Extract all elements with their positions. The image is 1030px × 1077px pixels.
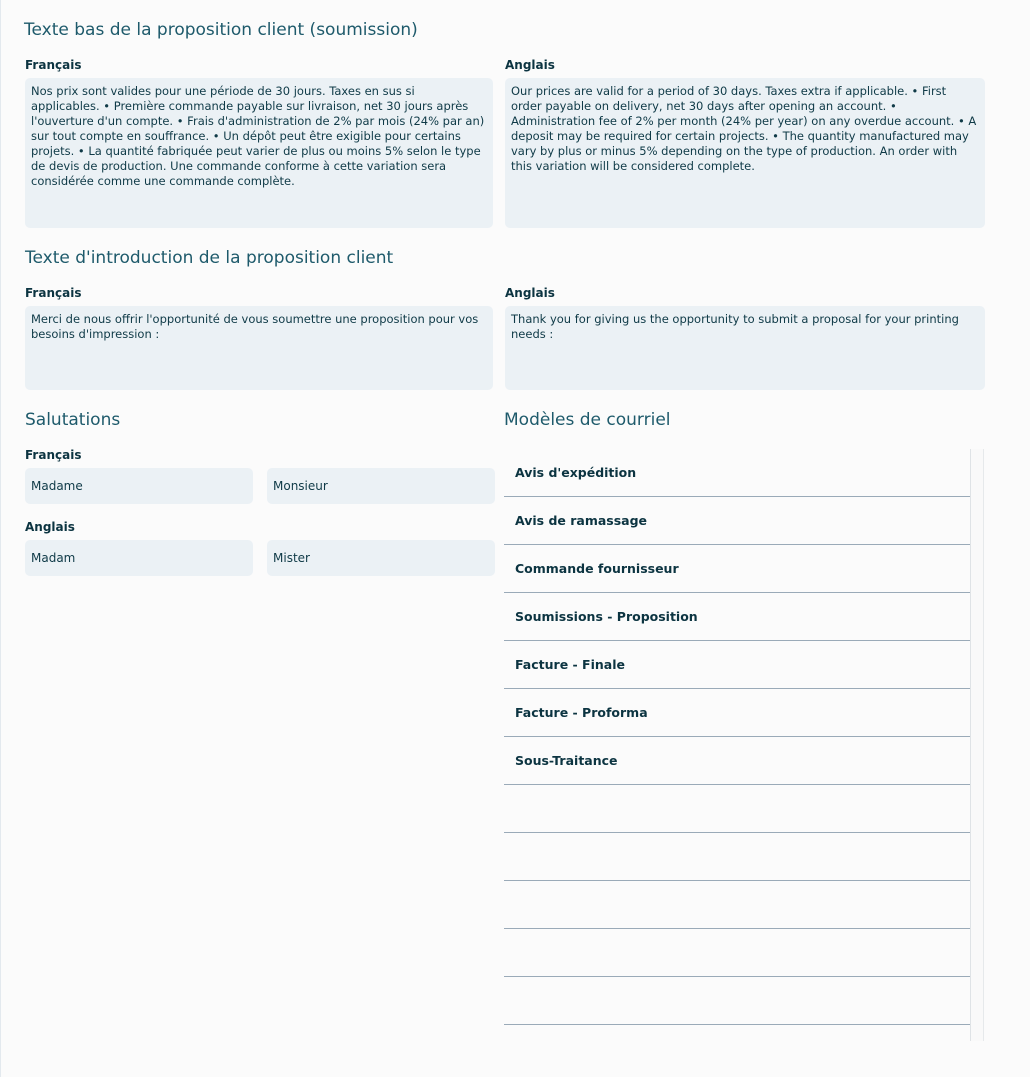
email-templates-scrollbar[interactable] (970, 449, 984, 1041)
bottom-text-section-title: Texte bas de la proposition client (soumission) (24, 20, 418, 40)
bottom-text-french-textarea[interactable]: Nos prix sont valides pour une période de 30 jours. Taxes en sus si applicables. • Première commande payable sur livraison, net 30 jours après l'ouverture d'un compte. • Frais d'administration de 2% par mois (24% par an) sur tout compte en souffrance. • Un dépôt peut être exigible pour certains projets. • La quantité fabriquée peut varier de plus ou moins 5% selon le type de devis de production. Une commande conforme à cette variation sera considérée comme une commande complète. (25, 78, 493, 228)
email-template-row[interactable] (504, 593, 970, 641)
email-template-label: Avis de ramassage (515, 513, 648, 528)
email-template-row-empty[interactable] (504, 785, 970, 833)
email-template-row-empty[interactable] (504, 929, 970, 977)
email-templates-list (504, 449, 970, 1041)
email-template-row-empty[interactable] (504, 977, 970, 1025)
intro-text-french-textarea[interactable]: Merci de nous offrir l'opportunité de vous soumettre une proposition pour vos besoins d'impression : (25, 306, 493, 390)
email-template-row[interactable] (504, 737, 970, 785)
email-template-row[interactable] (504, 497, 970, 545)
intro-text-french-label: Français (25, 286, 82, 300)
email-template-label: Facture - Finale (515, 657, 625, 672)
salutations-english-label: Anglais (25, 520, 75, 534)
salutation-english-female-input[interactable]: Madam (25, 540, 253, 576)
email-template-label: Commande fournisseur (515, 561, 679, 576)
salutations-french-label: Français (25, 448, 82, 462)
bottom-text-french-label: Français (25, 58, 82, 72)
email-template-row[interactable] (504, 689, 970, 737)
email-templates-section-title: Modèles de courriel (504, 410, 671, 430)
intro-text-section-title: Texte d'introduction de la proposition client (25, 248, 394, 268)
intro-text-english-label: Anglais (505, 286, 555, 300)
email-template-label: Sous-Traitance (515, 753, 618, 768)
email-template-row[interactable] (504, 449, 970, 497)
bottom-text-english-label: Anglais (505, 58, 555, 72)
email-template-row-empty[interactable] (504, 833, 970, 881)
email-template-row[interactable] (504, 545, 970, 593)
email-template-label: Soumissions - Proposition (515, 609, 698, 624)
left-border (0, 0, 1, 1077)
email-template-row[interactable] (504, 641, 970, 689)
email-template-label: Avis d'expédition (515, 465, 637, 480)
salutation-english-male-input[interactable]: Mister (267, 540, 495, 576)
intro-text-english-textarea[interactable]: Thank you for giving us the opportunity to submit a proposal for your printing needs : (505, 306, 985, 390)
salutation-french-male-input[interactable]: Monsieur (267, 468, 495, 504)
email-template-label: Facture - Proforma (515, 705, 648, 720)
salutation-french-female-input[interactable]: Madame (25, 468, 253, 504)
email-template-row-empty[interactable] (504, 881, 970, 929)
bottom-text-english-textarea[interactable]: Our prices are valid for a period of 30 days. Taxes extra if applicable. • First order payable on delivery, net 30 days after opening an account. • Administration fee of 2% per month (24% per year) on any overdue account. • A deposit may be required for certain projects. • The quantity manufactured may vary by plus or minus 5% depending on the type of production. An order with this variation will be considered complete. (505, 78, 985, 228)
salutations-section-title: Salutations (25, 410, 121, 430)
